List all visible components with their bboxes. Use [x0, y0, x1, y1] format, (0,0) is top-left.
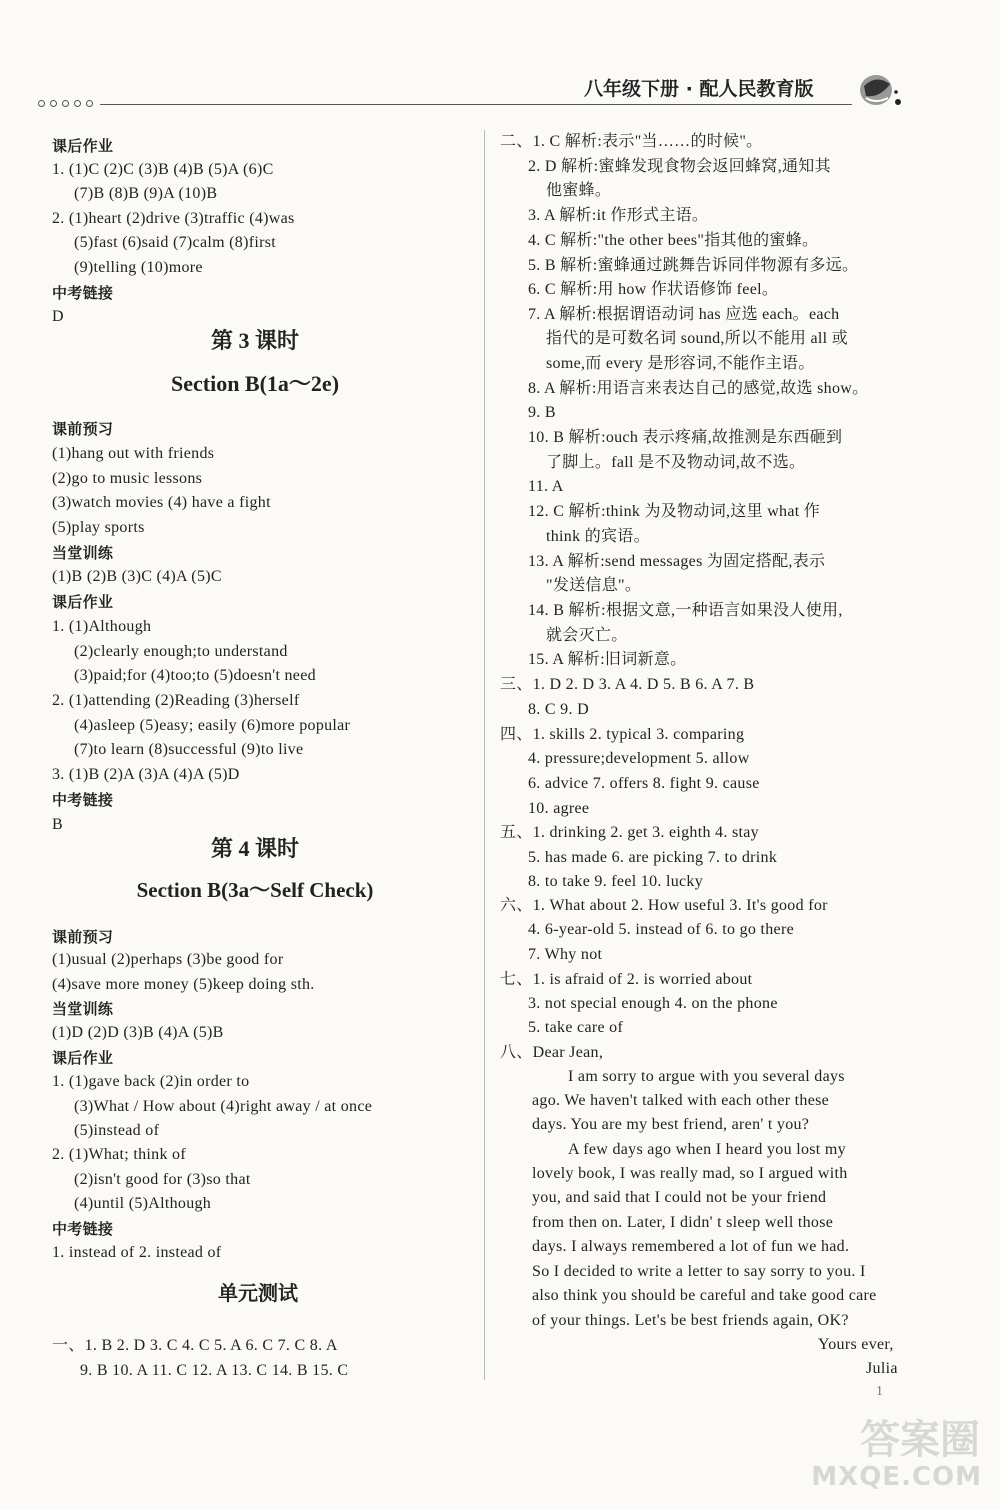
answer-line: 6. C 解析:用 how 作状语修饰 feel。 — [528, 281, 779, 298]
answer-line: 六、1. What about 2. How useful 3. It's good for — [500, 897, 828, 914]
answer-line: 三、1. D 2. D 3. A 4. D 5. B 6. A 7. B — [500, 676, 755, 693]
section-label: 当堂训练 — [52, 544, 114, 562]
answer-line: 5. has made 6. are picking 7. to drink — [528, 849, 778, 866]
section-label: 当堂训练 — [52, 1000, 114, 1018]
section-label: 中考链接 — [52, 284, 114, 302]
answer-line: days. I always remembered a lot of fun we had. — [532, 1238, 850, 1255]
answer-line: A few days ago when I heard you lost my — [568, 1141, 846, 1158]
answer-line: 七、1. is afraid of 2. is worried about — [500, 971, 753, 988]
section-label: 课后作业 — [52, 137, 114, 155]
answer-line: 4. C 解析:"the other bees"指其他的蜜蜂。 — [528, 232, 819, 249]
lesson-heading: 单元测试 — [218, 1283, 298, 1305]
answer-line: 5. B 解析:蜜蜂通过跳舞告诉同伴物源有多远。 — [528, 257, 859, 274]
answer-line: of your things. Let's be best friends again, OK? — [532, 1312, 849, 1329]
header-dot — [74, 100, 81, 107]
lesson-heading: 第 3 课时 — [210, 328, 299, 353]
answer-line: 14. B 解析:根据文意,一种语言如果没人使用, — [528, 602, 843, 619]
answer-line: 11. A — [528, 478, 564, 495]
answer-line: you, and said that I could not be your friend — [532, 1189, 827, 1206]
answer-line: 10. B 解析:ouch 表示疼痛,故推测是东西砸到 — [528, 429, 843, 446]
answer-line: (1)usual (2)perhaps (3)be good for — [52, 951, 284, 968]
answer-line: 5. take care of — [528, 1019, 624, 1036]
answer-line: (4)asleep (5)easy; easily (6)more popular — [74, 717, 351, 734]
answer-line: also think you should be careful and take good care — [532, 1287, 877, 1304]
answer-line: So I decided to write a letter to say sorry to you. I — [532, 1263, 866, 1280]
answer-line: 2. (1)attending (2)Reading (3)herself — [52, 692, 300, 709]
section-label: 课后作业 — [52, 1049, 114, 1067]
answer-line: 3. A 解析:it 作形式主语。 — [528, 207, 709, 224]
section-label: 课前预习 — [52, 928, 114, 946]
answer-line: (3)watch movies (4) have a fight — [52, 494, 271, 511]
header-title: 八年级下册 · 配人民教育版 — [584, 78, 814, 100]
answer-line: 4. pressure;development 5. allow — [528, 750, 750, 767]
answer-line: 1. (1)gave back (2)in order to — [52, 1073, 250, 1090]
lesson-heading: Section B(1a～2e) — [170, 371, 340, 396]
answer-line: "发送信息"。 — [546, 577, 642, 594]
answer-line: 7. A 解析:根据谓语动词 has 应选 each。each — [528, 306, 840, 323]
header-dot — [38, 100, 45, 107]
answer-line: 6. advice 7. offers 8. fight 9. cause — [528, 775, 760, 792]
answer-line: 了脚上。fall 是不及物动词,故不选。 — [546, 454, 806, 471]
section-label: 课前预习 — [52, 420, 114, 438]
answer-line: (5)play sports — [52, 519, 145, 536]
header-globe-icon — [856, 68, 904, 108]
answer-line: 10. agree — [528, 800, 590, 817]
answer-line: (1)hang out with friends — [52, 445, 215, 462]
answer-line: (5)fast (6)said (7)calm (8)first — [74, 234, 276, 251]
answer-line: (1)D (2)D (3)B (4)A (5)B — [52, 1024, 224, 1041]
answer-line: I am sorry to argue with you several days — [568, 1068, 845, 1085]
answer-line: 2. (1)heart (2)drive (3)traffic (4)was — [52, 210, 295, 227]
answer-line: think 的宾语。 — [546, 528, 650, 545]
answer-line: 9. B 10. A 11. C 12. A 13. C 14. B 15. C — [80, 1362, 349, 1379]
answer-line: 二、1. C 解析:表示"当……的时候"。 — [500, 133, 763, 150]
answer-line: 4. 6-year-old 5. instead of 6. to go there — [528, 921, 794, 938]
answer-line: Julia — [866, 1360, 898, 1377]
answer-line: 9. B — [528, 404, 556, 421]
answer-line: some,而 every 是形容词,不能作主语。 — [546, 355, 815, 372]
answer-line: D — [52, 308, 64, 325]
section-label: 中考链接 — [52, 791, 114, 809]
answer-line: 8. A 解析:用语言来表达自己的感觉,故选 show。 — [528, 380, 869, 397]
answer-line: 1. (1)Although — [52, 618, 152, 635]
header-dot — [50, 100, 57, 107]
header-dot — [62, 100, 69, 107]
answer-line: 1. instead of 2. instead of — [52, 1244, 222, 1261]
answer-line: (5)instead of — [74, 1122, 160, 1139]
answer-line: (7)B (8)B (9)A (10)B — [74, 185, 218, 202]
answer-line: 五、1. drinking 2. get 3. eighth 4. stay — [500, 824, 759, 841]
answer-line: 四、1. skills 2. typical 3. comparing — [500, 726, 745, 743]
answer-line: 15. A 解析:旧词新意。 — [528, 651, 687, 668]
section-label: 课后作业 — [52, 593, 114, 611]
answer-line: ago. We haven't talked with each other these — [532, 1092, 830, 1109]
answer-line: from then on. Later, I didn' t sleep well those — [532, 1214, 834, 1231]
answer-line: 指代的是可数名词 sound,所以不能用 all 或 — [546, 330, 849, 347]
answer-line: 3. (1)B (2)A (3)A (4)A (5)D — [52, 766, 240, 783]
watermark-logo-text: 答案圈 — [860, 1417, 980, 1463]
lesson-heading: Section B(3a～Self Check) — [136, 878, 374, 902]
answer-line: 八、Dear Jean, — [500, 1044, 604, 1061]
answer-line: lovely book, I was really mad, so I argued with — [532, 1165, 848, 1182]
answer-line: 3. not special enough 4. on the phone — [528, 995, 778, 1012]
answer-line: 13. A 解析:send messages 为固定搭配,表示 — [528, 553, 826, 570]
answer-line: (2)isn't good for (3)so that — [74, 1171, 251, 1188]
answer-line: days. You are my best friend, aren' t you? — [532, 1116, 810, 1133]
answer-line: (2)clearly enough;to understand — [74, 643, 288, 660]
column-divider — [484, 130, 485, 1380]
watermark — [811, 1404, 986, 1504]
answer-line: (4)until (5)Although — [74, 1195, 212, 1212]
header-dot — [86, 100, 93, 107]
answer-line: Yours ever, — [818, 1336, 894, 1353]
lesson-heading: 第 4 课时 — [210, 836, 299, 861]
answer-line: 他蜜蜂。 — [546, 182, 612, 199]
answer-line: (7)to learn (8)successful (9)to live — [74, 741, 304, 758]
watermark-url: MXQE.COM — [811, 1462, 982, 1492]
answer-line: 12. C 解析:think 为及物动词,这里 what 作 — [528, 503, 821, 520]
section-label: 中考链接 — [52, 1220, 114, 1238]
answer-line: 1. (1)C (2)C (3)B (4)B (5)A (6)C — [52, 161, 274, 178]
answer-line: 2. (1)What; think of — [52, 1146, 186, 1163]
answer-line: B — [52, 816, 63, 833]
answer-line: 2. D 解析:蜜蜂发现食物会返回蜂窝,通知其 — [528, 158, 831, 175]
header-rule — [100, 104, 852, 105]
answer-line: 7. Why not — [528, 946, 603, 963]
answer-line: 8. to take 9. feel 10. lucky — [528, 873, 704, 890]
answer-line: (2)go to music lessons — [52, 470, 203, 487]
answer-line: (9)telling (10)more — [74, 259, 203, 276]
answer-line: (4)save more money (5)keep doing sth. — [52, 976, 315, 993]
page-number: 1 — [876, 1384, 883, 1399]
answer-line: (3)What / How about (4)right away / at once — [74, 1098, 373, 1115]
answer-line: 8. C 9. D — [528, 701, 589, 718]
answer-line: 就会灭亡。 — [546, 627, 628, 644]
answer-line: (3)paid;for (4)too;to (5)doesn't need — [74, 667, 316, 684]
answer-line: 一、1. B 2. D 3. C 4. C 5. A 6. C 7. C 8. A — [52, 1337, 338, 1354]
answer-line: (1)B (2)B (3)C (4)A (5)C — [52, 568, 222, 585]
